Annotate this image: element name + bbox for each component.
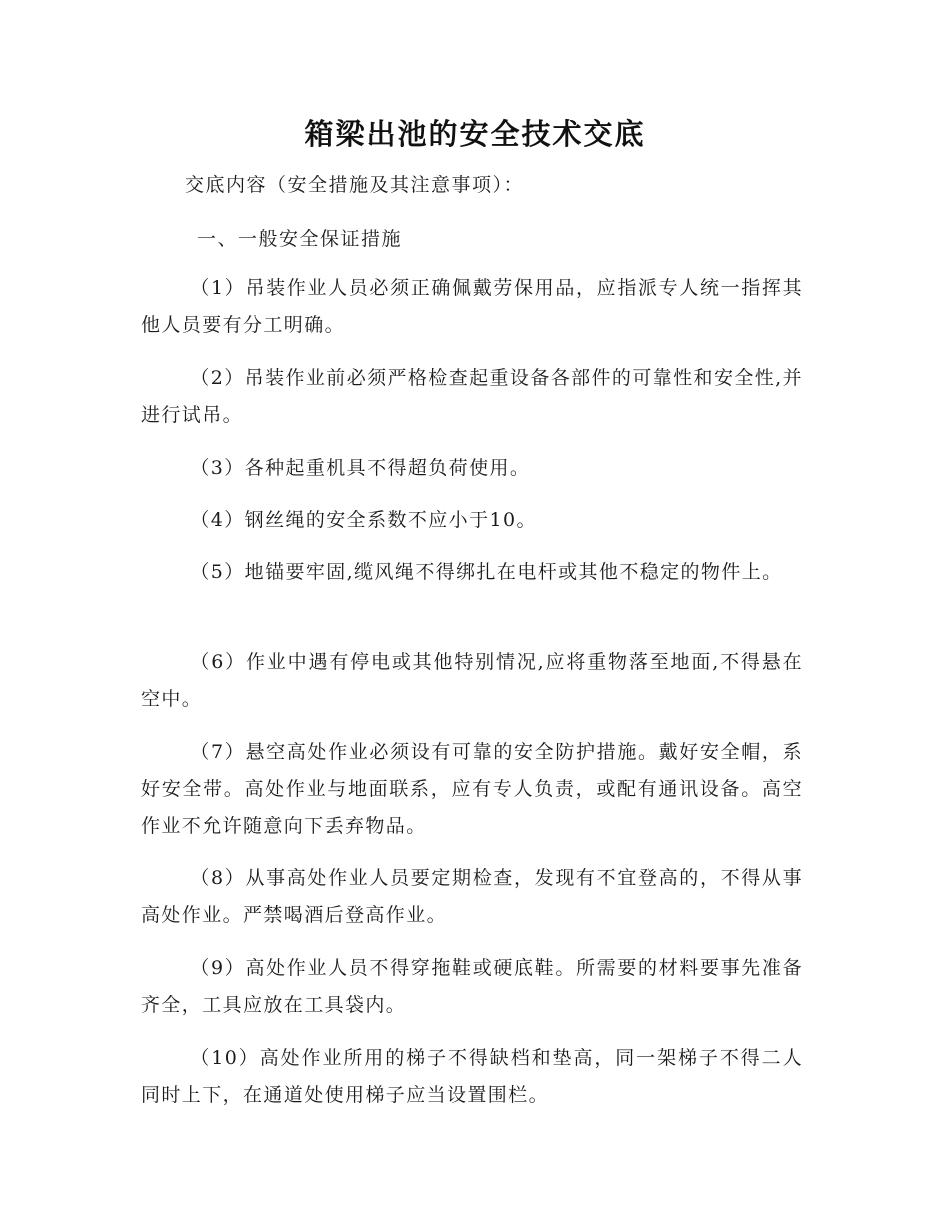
list-item: （4）钢丝绳的安全系数不应小于10。 <box>190 509 537 531</box>
list-item: （5）地锚要牢固,缆风绳不得绑扎在电杆或其他不稳定的物件上。 <box>190 561 783 583</box>
list-item: （6）作业中遇有停电或其他特别情况,应将重物落至地面,不得悬在空中。 <box>141 651 803 710</box>
list-item: （7）悬空高处作业必须设有可靠的安全防护措施。戴好安全帽，系好安全带。高处作业与地面联系，应有专人负责，或配有通讯设备。高空作业不允许随意向下丢弃物品。 <box>141 741 803 837</box>
document-title: 箱梁出池的安全技术交底 <box>304 117 646 151</box>
list-item: （8）从事高处作业人员要定期检查，发现有不宜登高的，不得从事高处作业。严禁喝酒后登高作业。 <box>141 867 803 926</box>
list-item: （10）高处作业所用的梯子不得缺档和垫高，同一架梯子不得二人同时上下，在通道处使用梯子应当设置围栏。 <box>141 1047 803 1106</box>
list-item: （3）各种起重机具不得超负荷使用。 <box>190 457 531 479</box>
list-item: （1）吊装作业人员必须正确佩戴劳保用品，应指派专人统一指挥其他人员要有分工明确。 <box>141 277 803 336</box>
section-heading: 一、一般安全保证措施 <box>197 228 403 250</box>
intro-line: 交底内容（安全措施及其注意事项）： <box>185 174 525 196</box>
list-item: （9）高处作业人员不得穿拖鞋或硬底鞋。所需要的材料要事先准备齐全，工具应放在工具袋内。 <box>141 957 803 1016</box>
list-item: （2）吊装作业前必须严格检查起重设备各部件的可靠性和安全性,并进行试吊。 <box>141 367 803 426</box>
